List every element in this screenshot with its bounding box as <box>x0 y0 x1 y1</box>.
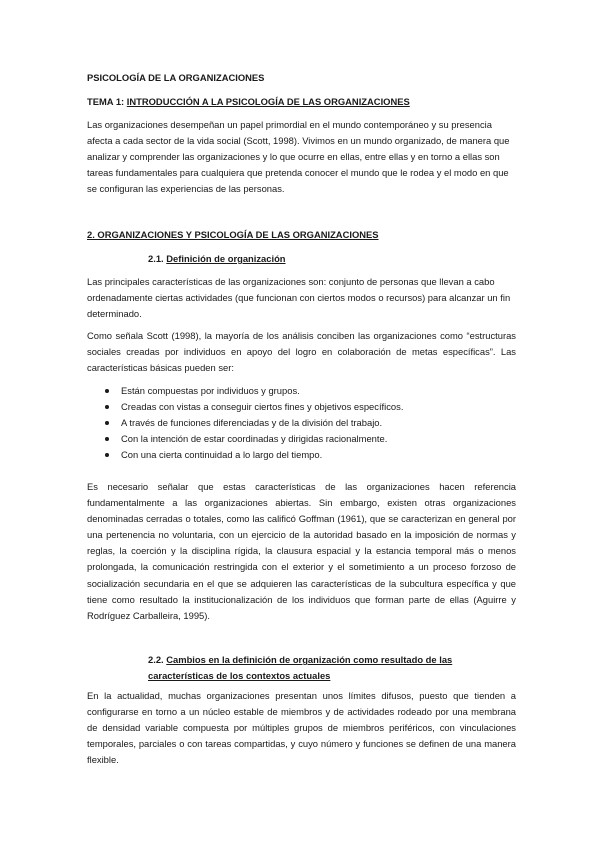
characteristics-list <box>87 383 516 463</box>
paragraph-diffuse-limits: En la actualidad, muchas organizaciones presentan unos límites difusos, puesto que tienden a configurarse en torno a un núcleo estable de miembros y de actividades rodeado por una membrana de densidad variable compuesta por múltiples grupos de miembros periféricos, con vinculaciones temporales, parciales o con tareas compartidas, y cuyo número y funciones se definen de una manera flexible. <box>87 690 516 766</box>
section-2-heading: 2. ORGANIZACIONES Y PSICOLOGÍA DE LAS ORGANIZACIONES <box>87 229 379 240</box>
topic-prefix: TEMA 1: <box>87 96 127 107</box>
list-item: Con una cierta continuidad a lo largo del tiempo. <box>87 447 516 463</box>
document-header: PSICOLOGÍA DE LA ORGANIZACIONES <box>87 72 265 83</box>
list-item: A través de funciones diferenciadas y de la división del trabajo. <box>87 415 516 431</box>
paragraph-characteristics: Las principales características de las organizaciones son: conjunto de personas que llevan a cabo ordenadamente ciertas actividades (que funcionan con ciertos modos o recursos) para alcanzar un fin determinado. <box>87 276 511 320</box>
subsection-2-1-title: Definición de organización <box>166 253 286 264</box>
subsection-2-1-number: 2.1. <box>148 253 164 264</box>
paragraph-closed-organizations: Es necesario señalar que estas características de las organizaciones hacen referencia fundamentalmente a las organizaciones abiertas. Sin embargo, existen otras organizaciones denominadas cerradas o totales, como las calificó Goffman (1961), que se caracterizan en general por una pertenencia no voluntaria, con un ejercicio de la autoridad basado en la imposición de normas y reglas, la coerción y la disciplina rígida, la clausura espacial y la estancia temporal más o menos prolongada, la comunicación restringida con el exterior y el sometimiento a un proceso forzoso de socialización secundaria en el que se adquieren las características de la subcultura específica y que tiene como resultado la institucionalización de los individuos que forman parte de ellas (Aguirre y Rodríguez Carballeira, 1995). <box>87 481 516 621</box>
list-item: Creadas con vistas a conseguir ciertos fines y objetivos específicos. <box>87 399 516 415</box>
paragraph-scott: Como señala Scott (1998), la mayoría de los análisis conciben las organizaciones como “estructuras sociales creadas por individuos en apoyo del logro en colaboración de metas específicas”. Las características básicas pueden ser: <box>87 330 516 374</box>
intro-paragraph: Las organizaciones desempeñan un papel primordial en el mundo contemporáneo y su presencia afecta a cada sector de la vida social (Scott, 1998). Vivimos en un mundo organizado, de manera que analizar y comprender las organizaciones y lo que ocurre en ellas, entre ellas y en torno a ellas son tareas fundamentales para cualquiera que pretenda conocer el mundo que le rodea y el modo en que se configuran las experiencias de las personas. <box>87 119 510 195</box>
subsection-2-2-number: 2.2. <box>148 654 164 665</box>
topic-title: INTRODUCCIÓN A LA PSICOLOGÍA DE LAS ORGANIZACIONES <box>126 96 410 107</box>
list-item: Con la intención de estar coordinadas y dirigidas racionalmente. <box>87 431 516 447</box>
subsection-2-2-heading <box>87 652 516 684</box>
subsection-2-2-title: Cambios en la definición de organización como resultado de las características de los contextos actuales <box>148 654 453 682</box>
list-item: Están compuestas por individuos y grupos. <box>87 383 516 399</box>
subsection-2-1-heading <box>87 251 516 267</box>
topic-heading <box>87 94 516 110</box>
